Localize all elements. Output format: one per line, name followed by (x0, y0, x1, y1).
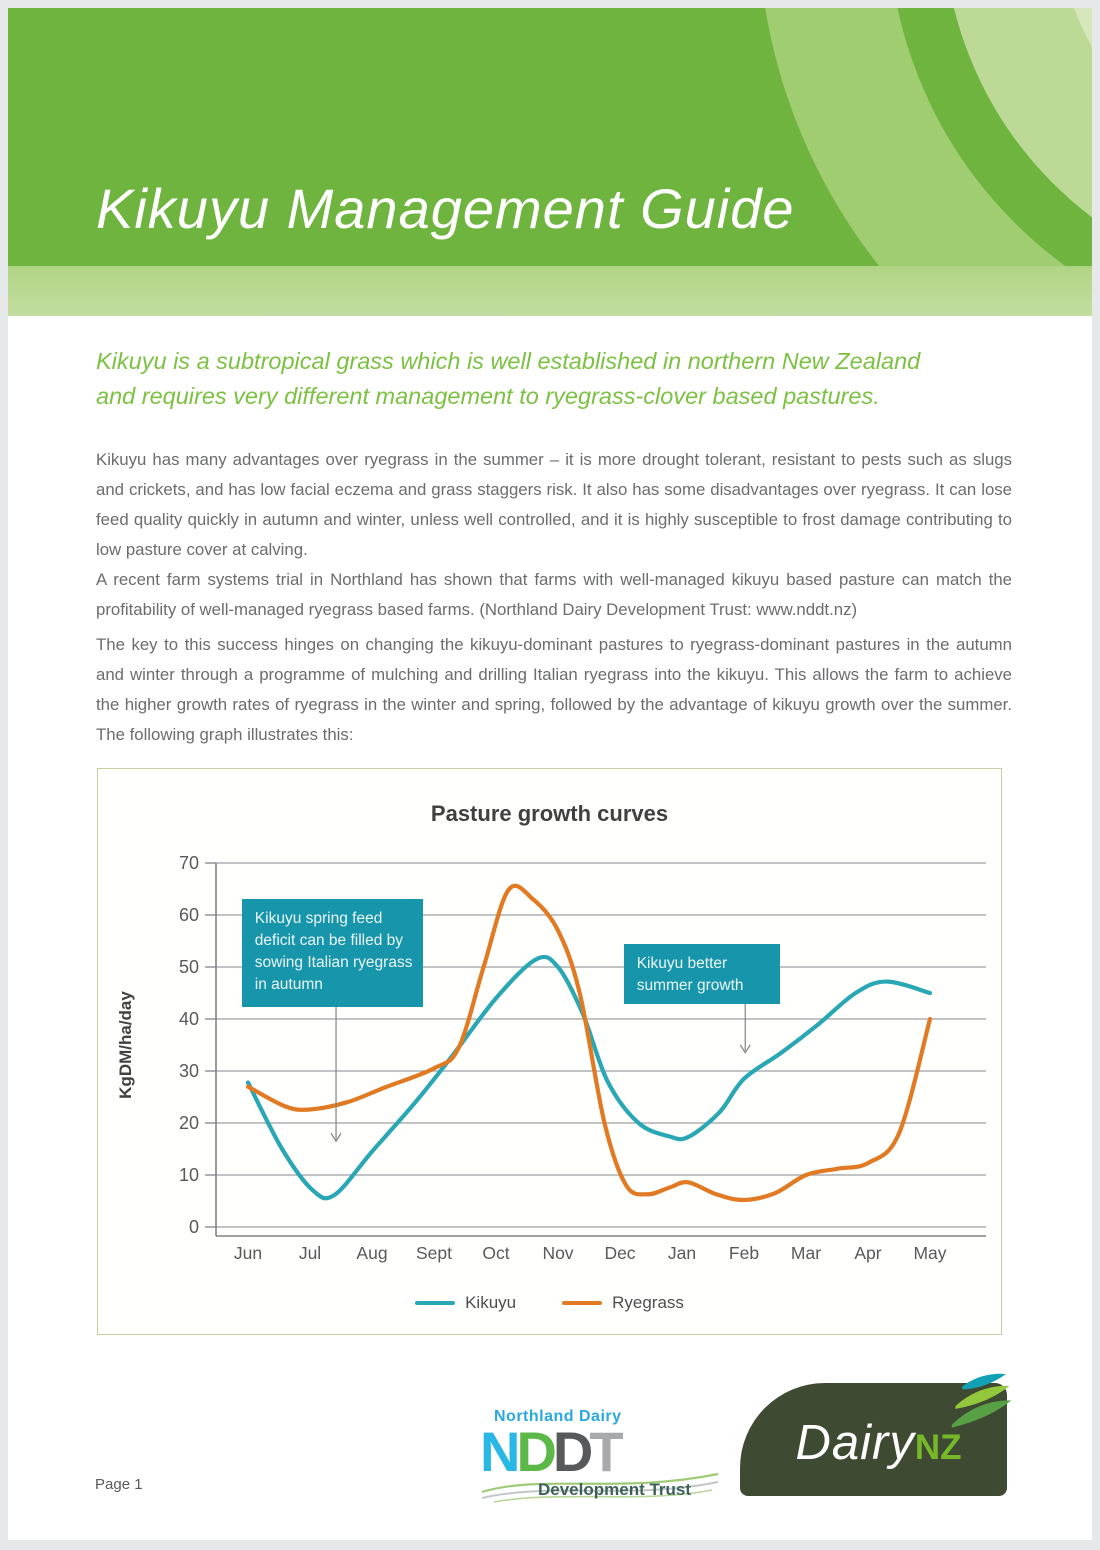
document-page (8, 8, 1092, 1540)
paragraph: A recent farm systems trial in Northland has shown that farms with well-managed kikuyu based pasture can match the profitability of well-managed ryegrass based farms. (Northland Dairy Development Trust: www.nddt.nz) (96, 570, 1012, 619)
dairynz-word-dairy: Dairy (795, 1415, 915, 1470)
y-tick-label: 30 (178, 1061, 199, 1081)
nddt-logo-top-text: Northland Dairy (494, 1408, 622, 1425)
y-tick-label: 20 (178, 1113, 199, 1133)
chart-title: Pasture growth curves (430, 801, 669, 826)
chart-legend (98, 1293, 1001, 1313)
y-tick-label: 70 (178, 853, 199, 873)
chart-panel (97, 768, 1002, 1335)
nddt-letter: T (589, 1420, 620, 1483)
legend-label: Kikuyu (465, 1293, 517, 1312)
banner-strip (8, 266, 1092, 316)
y-tick-label: 50 (178, 957, 199, 977)
x-tick-label: Oct (482, 1243, 510, 1263)
chart-plot-svg (98, 769, 1003, 1336)
nddt-logo-bottom-text: Development Trust (538, 1480, 692, 1499)
x-tick-label: Jan (667, 1243, 697, 1263)
x-tick-label: Sept (416, 1243, 452, 1263)
x-tick-label: Apr (854, 1243, 882, 1263)
page-title: Kikuyu Management Guide (96, 177, 795, 240)
y-tick-label: 60 (178, 905, 199, 925)
legend-label: Ryegrass (612, 1293, 684, 1312)
nddt-letter: N (480, 1420, 517, 1483)
x-tick-label: Nov (542, 1243, 574, 1263)
y-tick-label: 0 (188, 1217, 199, 1237)
nddt-letter: D (552, 1420, 590, 1483)
dairynz-word-nz: NZ (914, 1427, 962, 1467)
legend-swatch-kikuyu (415, 1301, 455, 1305)
x-tick-label: Feb (728, 1243, 760, 1263)
x-tick-label: Aug (356, 1243, 388, 1263)
fern-icon (943, 1373, 1015, 1435)
x-tick-label: May (913, 1243, 947, 1263)
legend-item (415, 1293, 516, 1313)
page-number: Page 1 (95, 1476, 143, 1493)
y-tick-label: 10 (178, 1165, 199, 1185)
nddt-logo (480, 1408, 720, 1524)
legend-item (562, 1293, 684, 1313)
dairynz-wordmark (796, 1415, 962, 1471)
paragraph: The key to this success hinges on changing the kikuyu-dominant pastures to ryegrass-dominant pastures in the autumn and winter through a programme of mulching and drilling Italian ryegrass into the kikuyu. This allows the farm to achieve the higher growth rates of ryegrass in the winter and spring, followed by the advantage of kikuyu growth over the summer. The following graph illustrates this: (96, 635, 1012, 744)
intro-lead (96, 344, 1012, 414)
chart-annotation: Kikuyu spring feed deficit can be filled by sowing Italian ryegrass in autumn (242, 899, 423, 1007)
x-tick-label: Jun (233, 1243, 263, 1263)
x-tick-label: Jul (298, 1243, 322, 1263)
y-tick-label: 40 (178, 1009, 199, 1029)
header-banner (8, 8, 1092, 266)
x-tick-label: Dec (604, 1243, 636, 1263)
intro-lead-line: Kikuyu is a subtropical grass which is well established in northern New Zealand (96, 348, 921, 374)
nddt-letter: D (516, 1420, 553, 1483)
intro-lead-line: and requires very different management to ryegrass-clover based pastures. (96, 383, 880, 409)
chart-annotation: Kikuyu better summer growth (624, 944, 780, 1004)
chart-y-axis-label: KgDM/ha/day (116, 991, 135, 1099)
x-tick-label: Mar (790, 1243, 822, 1263)
paragraph: Kikuyu has many advantages over ryegrass in the summer – it is more drought tolerant, resistant to pests such as slugs and crickets, and has low facial eczema and grass staggers risk. It also has some disadvantages over ryegrass. It can lose feed quality quickly in autumn and winter, unless well controlled, and it is highly susceptible to frost damage contributing to low pasture cover at calving. (96, 450, 1012, 559)
legend-swatch-ryegrass (562, 1301, 602, 1305)
dairynz-logo (740, 1383, 1007, 1496)
